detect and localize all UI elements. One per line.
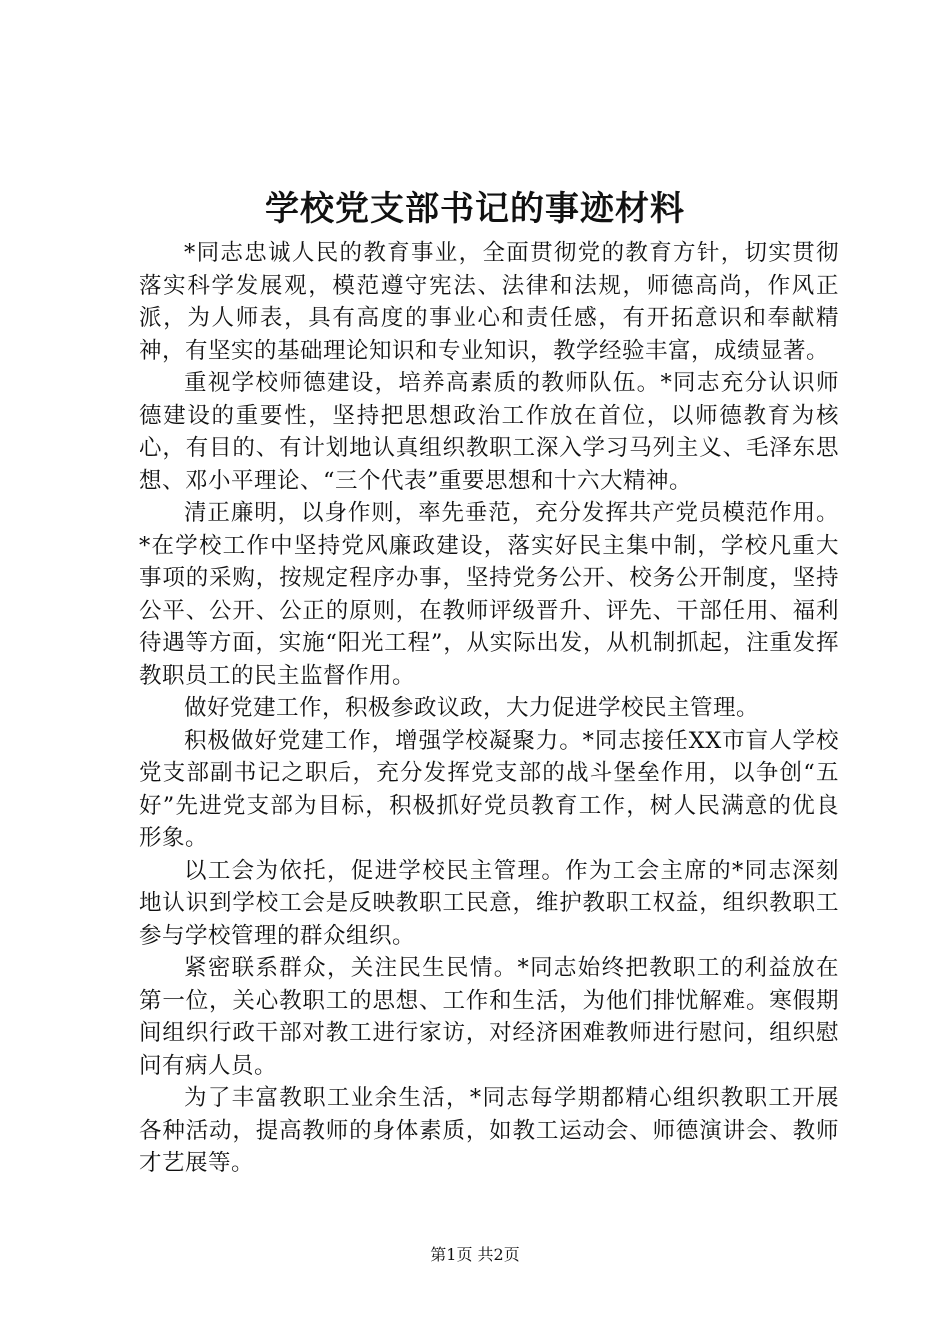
paragraph: *同志忠诚人民的教育事业，全面贯彻党的教育方针，切实贯彻落实科学发展观，模范遵守宪法、法律和法规，师德高尚，作风正派，为人师表，具有高度的事业心和责任感，有开拓意识和奉献精神，有坚实的基础理论知识和专业知识，教学经验丰富，成绩显著。 [139,240,839,364]
paragraph: 清正廉明，以身作则，率先垂范，充分发挥共产党员模范作用。*在学校工作中坚持党风廉政建设，落实好民主集中制，学校凡重大事项的采购，按规定程序办事，坚持党务公开、校务公开制度，坚持公平、公开、公正的原则，在教师评级晋升、评先、干部任用、福利待遇等方面，实施“阳光工程”，从实际出发，从机制抓起，注重发挥教职员工的民主监督作用。 [139,500,839,689]
paragraph: 以工会为依托，促进学校民主管理。作为工会主席的*同志深刻地认识到学校工会是反映教职工民意，维护教职工权益，组织教职工参与学校管理的群众组织。 [139,857,839,949]
document-title: 学校党支部书记的事迹材料 [265,189,685,229]
paragraph: 为了丰富教职工业余生活，*同志每学期都精心组织教职工开展各种活动，提高教师的身体素质，如教工运动会、师德演讲会、教师才艺展等。 [139,1085,839,1176]
document-body [139,237,839,1180]
paragraph: 做好党建工作，积极参政议政，大力促进学校民主管理。 [184,695,760,721]
paragraph: 重视学校师德建设，培养高素质的教师队伍。*同志充分认识师德建设的重要性，坚持把思想政治工作放在首位，以师德教育为核心，有目的、有计划地认真组织教职工深入学习马列主义、毛泽东思想、邓小平理论、“三个代表”重要思想和十六大精神。 [139,370,839,494]
paragraph: 积极做好党建工作，增强学校凝聚力。*同志接任XX市盲人学校党支部副书记之职后，充分发挥党支部的战斗堡垒作用，以争创“五好”先进党支部为目标，积极抓好党员教育工作，树人民满意的优良形象。 [139,727,839,851]
page-number-footer: 第1页 共2页 [430,1245,520,1264]
paragraph: 紧密联系群众，关注民生民情。*同志始终把教职工的利益放在第一位，关心教职工的思想、工作和生活，为他们排忧解难。寒假期间组织行政干部对教工进行家访，对经济困难教师进行慰问，组织慰问有病人员。 [139,955,839,1079]
